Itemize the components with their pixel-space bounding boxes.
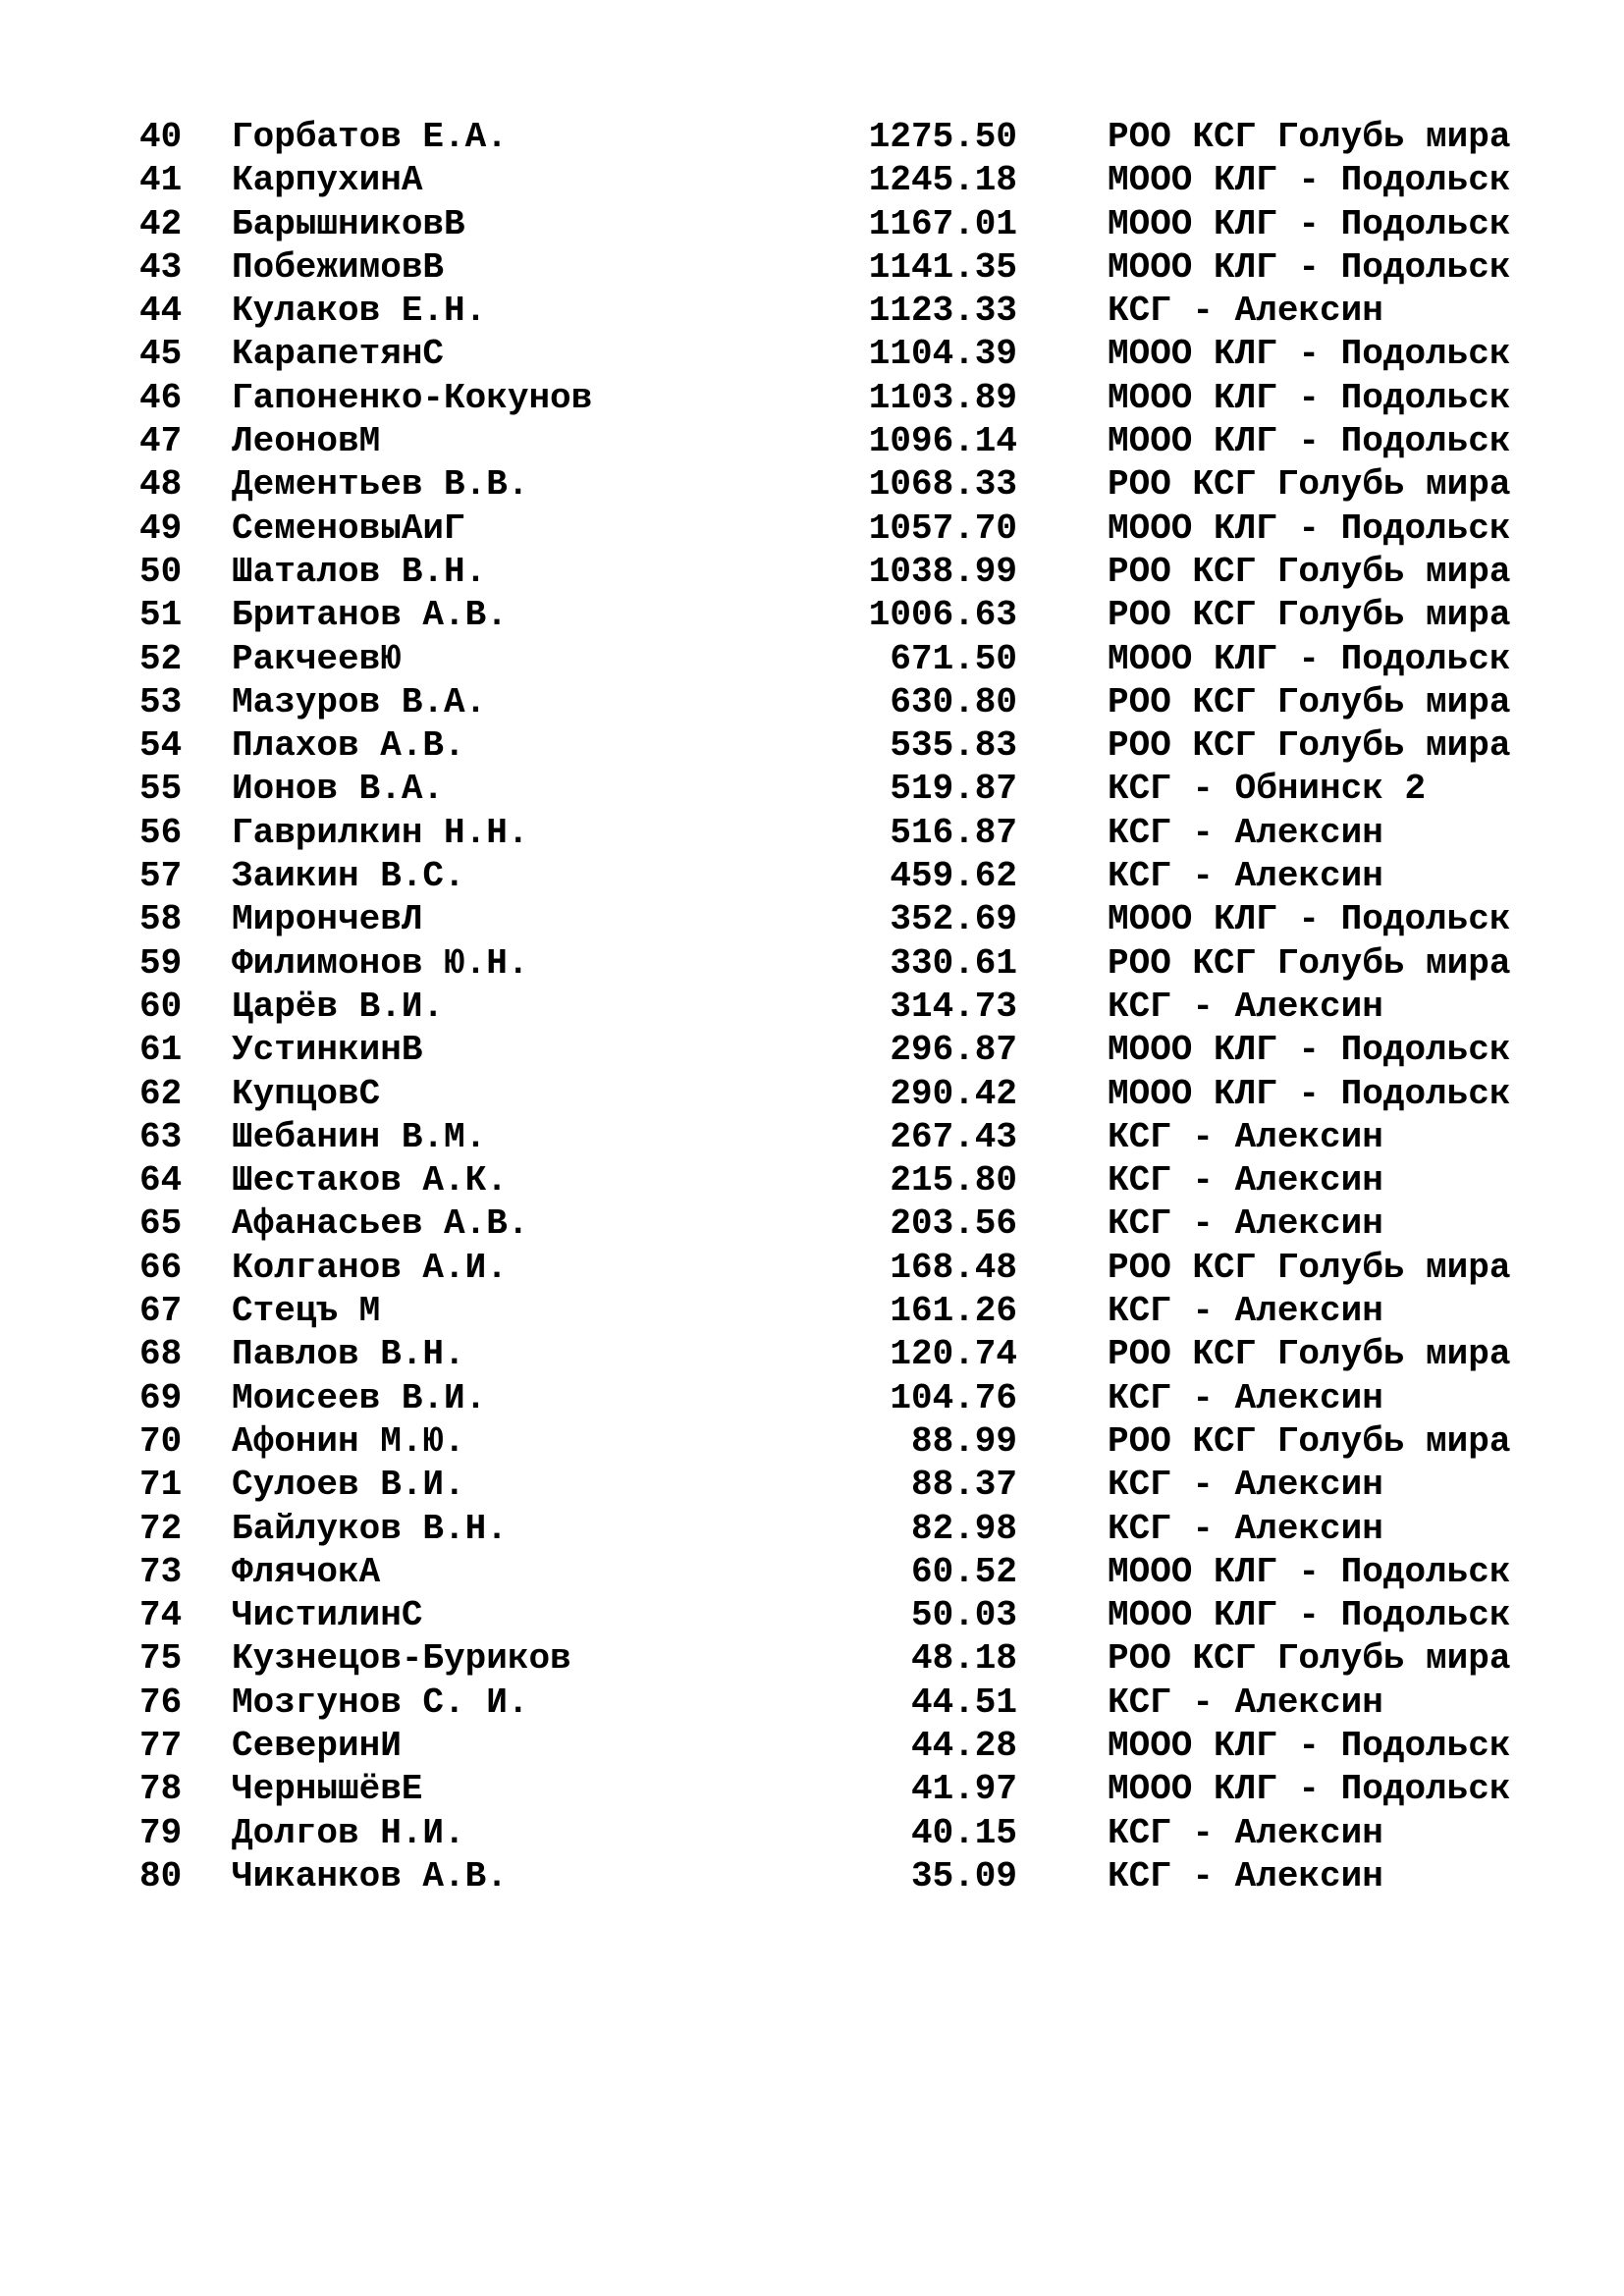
table-row xyxy=(0,1594,1624,1637)
score-cell: 352.69 xyxy=(890,899,1017,940)
rank-cell: 78 xyxy=(139,1769,183,1810)
rank-cell: 74 xyxy=(139,1595,183,1636)
name-cell: Стецъ М xyxy=(232,1291,381,1332)
club-cell: МООО КЛГ - Подольск xyxy=(1108,203,1511,244)
rank-cell: 61 xyxy=(139,1030,183,1071)
score-cell: 88.99 xyxy=(910,1420,1017,1462)
name-cell: КарапетянС xyxy=(232,334,445,375)
club-cell: МООО КЛГ - Подольск xyxy=(1108,246,1511,288)
club-cell: МООО КЛГ - Подольск xyxy=(1108,638,1511,679)
club-cell: КСГ - Алексин xyxy=(1108,1116,1383,1157)
table-row xyxy=(0,942,1624,986)
table-row xyxy=(0,594,1624,637)
name-cell: Афанасьев А.В. xyxy=(232,1203,529,1245)
rank-cell: 44 xyxy=(139,291,183,332)
rank-cell: 53 xyxy=(139,681,183,722)
score-cell: 1057.70 xyxy=(868,507,1017,549)
club-cell: РОО КСГ Голубь мира xyxy=(1108,942,1511,984)
score-cell: 82.98 xyxy=(910,1508,1017,1549)
name-cell: Плахов А.В. xyxy=(232,725,465,767)
name-cell: ЧистилинС xyxy=(232,1595,423,1636)
score-cell: 1103.89 xyxy=(868,377,1017,418)
rank-cell: 73 xyxy=(139,1551,183,1592)
rank-cell: 67 xyxy=(139,1291,183,1332)
name-cell: Шаталов В.Н. xyxy=(232,551,487,592)
rank-cell: 59 xyxy=(139,942,183,984)
club-cell: МООО КЛГ - Подольск xyxy=(1108,334,1511,375)
score-cell: 161.26 xyxy=(890,1291,1017,1332)
table-row xyxy=(0,1551,1624,1594)
table-row xyxy=(0,638,1624,681)
rank-cell: 43 xyxy=(139,246,183,288)
club-cell: МООО КЛГ - Подольск xyxy=(1108,377,1511,418)
club-cell: КСГ - Алексин xyxy=(1108,1160,1383,1201)
score-cell: 44.51 xyxy=(910,1682,1017,1723)
club-cell: РОО КСГ Голубь мира xyxy=(1108,595,1511,636)
table-row xyxy=(0,1508,1624,1551)
club-cell: РОО КСГ Голубь мира xyxy=(1108,117,1511,157)
score-cell: 41.97 xyxy=(910,1769,1017,1810)
name-cell: ФлячокА xyxy=(232,1551,381,1592)
score-cell: 671.50 xyxy=(890,638,1017,679)
rank-cell: 40 xyxy=(139,117,183,157)
name-cell: УстинкинВ xyxy=(232,1030,423,1071)
score-cell: 215.80 xyxy=(890,1160,1017,1201)
table-row xyxy=(0,812,1624,855)
table-row xyxy=(0,1116,1624,1159)
name-cell: Царёв В.И. xyxy=(232,986,445,1027)
club-cell: МООО КЛГ - Подольск xyxy=(1108,421,1511,462)
table-row xyxy=(0,377,1624,420)
club-cell: МООО КЛГ - Подольск xyxy=(1108,899,1511,940)
club-cell: РОО КСГ Голубь мира xyxy=(1108,464,1511,506)
table-row xyxy=(0,768,1624,811)
rank-cell: 45 xyxy=(139,334,183,375)
score-cell: 1167.01 xyxy=(868,203,1017,244)
name-cell: БарышниковВ xyxy=(232,203,465,244)
name-cell: ПобежимовВ xyxy=(232,246,445,288)
score-cell: 630.80 xyxy=(890,681,1017,722)
table-row xyxy=(0,463,1624,507)
club-cell: МООО КЛГ - Подольск xyxy=(1108,160,1511,201)
rank-cell: 62 xyxy=(139,1073,183,1114)
table-row xyxy=(0,246,1624,290)
club-cell: МООО КЛГ - Подольск xyxy=(1108,507,1511,549)
score-cell: 1141.35 xyxy=(868,246,1017,288)
table-row xyxy=(0,290,1624,333)
name-cell: Филимонов Ю.Н. xyxy=(232,942,529,984)
score-cell: 50.03 xyxy=(910,1595,1017,1636)
club-cell: КСГ - Алексин xyxy=(1108,1203,1383,1245)
rank-cell: 69 xyxy=(139,1377,183,1418)
rank-cell: 66 xyxy=(139,1247,183,1288)
score-cell: 1104.39 xyxy=(868,334,1017,375)
score-cell: 267.43 xyxy=(890,1116,1017,1157)
score-cell: 60.52 xyxy=(910,1551,1017,1592)
name-cell: Шестаков А.К. xyxy=(232,1160,508,1201)
rank-cell: 75 xyxy=(139,1638,183,1680)
name-cell: Моисеев В.И. xyxy=(232,1377,487,1418)
table-row xyxy=(0,1725,1624,1768)
rank-cell: 52 xyxy=(139,638,183,679)
score-cell: 459.62 xyxy=(890,856,1017,897)
club-cell: МООО КЛГ - Подольск xyxy=(1108,1073,1511,1114)
name-cell: Чиканков А.В. xyxy=(232,1855,508,1896)
club-cell: КСГ - Алексин xyxy=(1108,1291,1383,1332)
name-cell: МирончевЛ xyxy=(232,899,423,940)
club-cell: МООО КЛГ - Подольск xyxy=(1108,1030,1511,1071)
rank-cell: 63 xyxy=(139,1116,183,1157)
name-cell: Гапоненко-Кокунов xyxy=(232,377,593,418)
name-cell: Кулаков Е.Н. xyxy=(232,291,487,332)
name-cell: Мозгунов С. И. xyxy=(232,1682,529,1723)
rank-cell: 48 xyxy=(139,464,183,506)
rank-cell: 46 xyxy=(139,377,183,418)
table-row xyxy=(0,1029,1624,1072)
rank-cell: 79 xyxy=(139,1812,183,1853)
rank-cell: 54 xyxy=(139,725,183,767)
rank-cell: 68 xyxy=(139,1334,183,1375)
table-row xyxy=(0,507,1624,551)
club-cell: КСГ - Алексин xyxy=(1108,1508,1383,1549)
table-row xyxy=(0,551,1624,594)
score-cell: 203.56 xyxy=(890,1203,1017,1245)
name-cell: Павлов В.Н. xyxy=(232,1334,465,1375)
score-cell: 314.73 xyxy=(890,986,1017,1027)
table-row xyxy=(0,1464,1624,1507)
table-row xyxy=(0,898,1624,941)
results-table xyxy=(0,116,1624,1898)
name-cell: Долгов Н.И. xyxy=(232,1812,465,1853)
score-cell: 48.18 xyxy=(910,1638,1017,1680)
name-cell: Байлуков В.Н. xyxy=(232,1508,508,1549)
name-cell: Британов А.В. xyxy=(232,595,508,636)
club-cell: КСГ - Алексин xyxy=(1108,1682,1383,1723)
name-cell: Сулоев В.И. xyxy=(232,1465,465,1506)
table-row xyxy=(0,203,1624,246)
name-cell: ЧернышёвЕ xyxy=(232,1769,423,1810)
rank-cell: 77 xyxy=(139,1725,183,1766)
club-cell: РОО КСГ Голубь мира xyxy=(1108,1247,1511,1288)
name-cell: Гаврилкин Н.Н. xyxy=(232,812,529,853)
rank-cell: 76 xyxy=(139,1682,183,1723)
score-cell: 35.09 xyxy=(910,1855,1017,1896)
club-cell: РОО КСГ Голубь мира xyxy=(1108,551,1511,592)
name-cell: Заикин В.С. xyxy=(232,856,465,897)
table-row xyxy=(0,1637,1624,1681)
rank-cell: 70 xyxy=(139,1420,183,1462)
club-cell: КСГ - Алексин xyxy=(1108,1377,1383,1418)
score-cell: 516.87 xyxy=(890,812,1017,853)
club-cell: КСГ - Алексин xyxy=(1108,1465,1383,1506)
club-cell: КСГ - Алексин xyxy=(1108,1812,1383,1853)
table-row xyxy=(0,1247,1624,1290)
rank-cell: 80 xyxy=(139,1855,183,1896)
club-cell: КСГ - Алексин xyxy=(1108,291,1383,332)
name-cell: ЛеоновМ xyxy=(232,421,381,462)
rank-cell: 72 xyxy=(139,1508,183,1549)
club-cell: МООО КЛГ - Подольск xyxy=(1108,1595,1511,1636)
name-cell: Ионов В.А. xyxy=(232,769,445,810)
rank-cell: 65 xyxy=(139,1203,183,1245)
name-cell: СеменовыАиГ xyxy=(232,507,465,549)
club-cell: КСГ - Алексин xyxy=(1108,1855,1383,1896)
table-row xyxy=(0,681,1624,724)
club-cell: МООО КЛГ - Подольск xyxy=(1108,1551,1511,1592)
name-cell: Шебанин В.М. xyxy=(232,1116,487,1157)
club-cell: КСГ - Обнинск 2 xyxy=(1108,769,1427,810)
name-cell: Горбатов Е.А. xyxy=(232,117,508,157)
score-cell: 290.42 xyxy=(890,1073,1017,1114)
table-row xyxy=(0,1377,1624,1420)
table-row xyxy=(0,1768,1624,1811)
name-cell: СеверинИ xyxy=(232,1725,402,1766)
table-row xyxy=(0,986,1624,1029)
rank-cell: 58 xyxy=(139,899,183,940)
score-cell: 519.87 xyxy=(890,769,1017,810)
table-row xyxy=(0,724,1624,768)
club-cell: РОО КСГ Голубь мира xyxy=(1108,1420,1511,1462)
table-row xyxy=(0,159,1624,202)
table-row xyxy=(0,1420,1624,1464)
table-row xyxy=(0,855,1624,898)
rank-cell: 41 xyxy=(139,160,183,201)
rank-cell: 47 xyxy=(139,421,183,462)
rank-cell: 51 xyxy=(139,595,183,636)
score-cell: 88.37 xyxy=(910,1465,1017,1506)
rank-cell: 60 xyxy=(139,986,183,1027)
table-row xyxy=(0,1290,1624,1333)
rank-cell: 56 xyxy=(139,812,183,853)
score-cell: 330.61 xyxy=(890,942,1017,984)
score-cell: 1123.33 xyxy=(868,291,1017,332)
score-cell: 1096.14 xyxy=(868,421,1017,462)
club-cell: РОО КСГ Голубь мира xyxy=(1108,1638,1511,1680)
table-row xyxy=(0,1159,1624,1202)
table-row xyxy=(0,1333,1624,1376)
club-cell: КСГ - Алексин xyxy=(1108,856,1383,897)
score-cell: 120.74 xyxy=(890,1334,1017,1375)
rank-cell: 49 xyxy=(139,507,183,549)
score-cell: 1038.99 xyxy=(868,551,1017,592)
club-cell: РОО КСГ Голубь мира xyxy=(1108,1334,1511,1375)
table-row xyxy=(0,1682,1624,1725)
rank-cell: 55 xyxy=(139,769,183,810)
rank-cell: 50 xyxy=(139,551,183,592)
table-row xyxy=(0,420,1624,463)
table-row xyxy=(0,1073,1624,1116)
table-row xyxy=(0,333,1624,376)
score-cell: 1245.18 xyxy=(868,160,1017,201)
score-cell: 1275.50 xyxy=(868,117,1017,157)
name-cell: Афонин М.Ю. xyxy=(232,1420,465,1462)
table-row xyxy=(0,1855,1624,1898)
name-cell: Колганов А.И. xyxy=(232,1247,508,1288)
rank-cell: 71 xyxy=(139,1465,183,1506)
club-cell: МООО КЛГ - Подольск xyxy=(1108,1769,1511,1810)
score-cell: 44.28 xyxy=(910,1725,1017,1766)
rank-cell: 42 xyxy=(139,203,183,244)
name-cell: Кузнецов-Буриков xyxy=(232,1638,571,1680)
table-row xyxy=(0,1812,1624,1855)
club-cell: РОО КСГ Голубь мира xyxy=(1108,681,1511,722)
name-cell: Мазуров В.А. xyxy=(232,681,487,722)
table-row xyxy=(0,1202,1624,1246)
rank-cell: 64 xyxy=(139,1160,183,1201)
score-cell: 296.87 xyxy=(890,1030,1017,1071)
name-cell: Дементьев В.В. xyxy=(232,464,529,506)
rank-cell: 57 xyxy=(139,856,183,897)
name-cell: КупцовС xyxy=(232,1073,381,1114)
score-cell: 1006.63 xyxy=(868,595,1017,636)
club-cell: РОО КСГ Голубь мира xyxy=(1108,725,1511,767)
club-cell: КСГ - Алексин xyxy=(1108,812,1383,853)
score-cell: 40.15 xyxy=(910,1812,1017,1853)
score-cell: 104.76 xyxy=(890,1377,1017,1418)
name-cell: КарпухинА xyxy=(232,160,423,201)
score-cell: 535.83 xyxy=(890,725,1017,767)
score-cell: 168.48 xyxy=(890,1247,1017,1288)
club-cell: МООО КЛГ - Подольск xyxy=(1108,1725,1511,1766)
score-cell: 1068.33 xyxy=(868,464,1017,506)
table-row xyxy=(0,116,1624,159)
name-cell: РакчеевЮ xyxy=(232,638,402,679)
club-cell: КСГ - Алексин xyxy=(1108,986,1383,1027)
